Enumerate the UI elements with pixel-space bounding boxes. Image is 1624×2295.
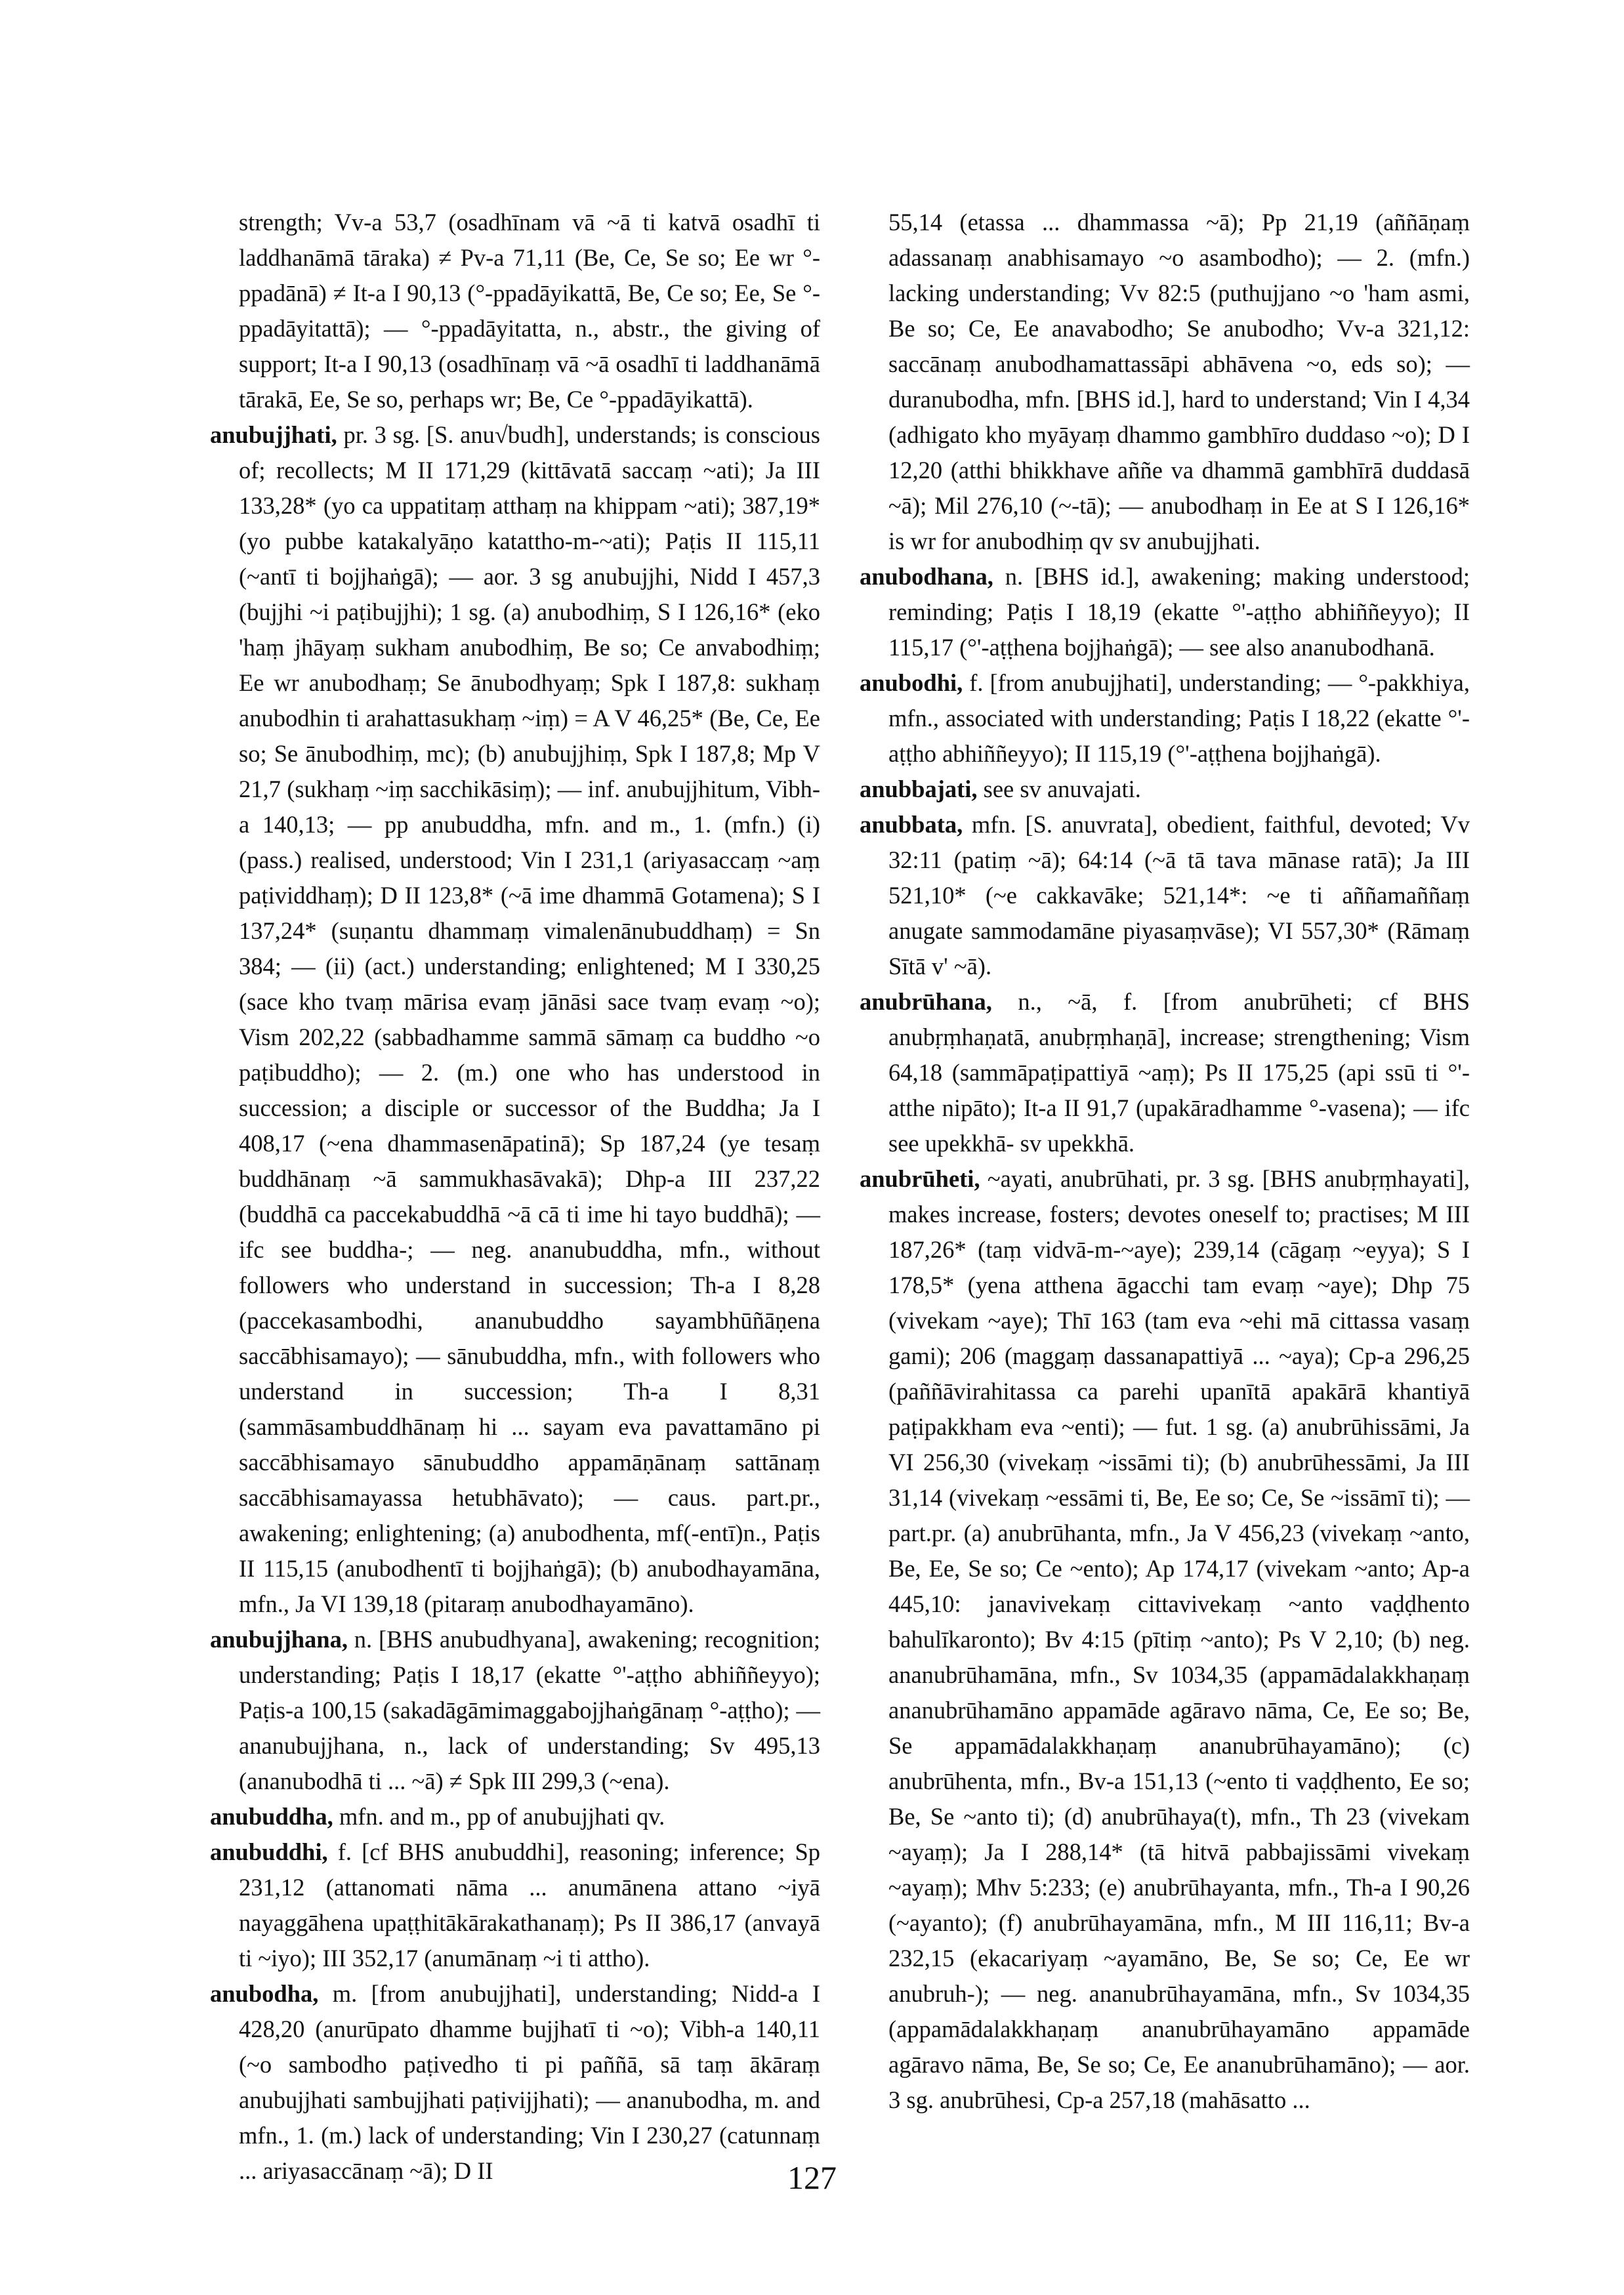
headword: anubrūheti, [860,1165,980,1192]
headword: anubodha, [210,1980,319,2007]
entry-text: pr. 3 sg. [S. anu√budh], understands; is conscious of; recollects; M II 171,29 (kittāvatā saccaṃ ~ati); Ja III 133,28* (yo ca uppatitaṃ atthaṃ na khippam ~ati); 387,19* (yo pubbe katakalyāṇo katattho-m-~ati); Paṭis II 115,11 (~antī ti bojjhaṅgā); — aor. 3 sg anubujjhi, Nidd I 457,3 (bujjhi ~i paṭibujjhi); 1 sg. (a) anubodhiṃ, S I 126,16* (eko 'haṃ jhāyaṃ sukham anubodhiṃ, Be so; Ce anvabodhiṃ; Ee wr anubodhaṃ; Se ānubodhyaṃ; Spk I 187,8: sukhaṃ anubodhin ti arahattasukhaṃ ~iṃ) = A V 46,25* (Be, Ce, Ee so; Se ānubodhiṃ, mc); (b) anubujjhiṃ, Spk I 187,8; Mp V 21,7 (sukhaṃ ~iṃ sacchikāsiṃ); — inf. anubujjhitum, Vibh-a 140,13; — pp anubuddha, mfn. and m., 1. (mfn.) (i) (pass.) realised, understood; Vin I 231,1 (ariyasaccaṃ ~aṃ paṭividdhaṃ); D II 123,8* (~ā ime dhammā Gotamena); S I 137,24* (suṇantu dhammaṃ vimalenānubuddhaṃ) = Sn 384; — (ii) (act.) understanding; enlightened; M I 330,25 (sace kho tvaṃ mārisa evaṃ jānāsi sace tvaṃ evaṃ ~o); Vism 202,22 (sabbadhamme sammā sāmaṃ ca buddho ~o paṭibuddho); — 2. (m.) one who has understood in succession; a disciple or successor of the Buddha; Ja I 408,17 (~ena dhammasenāpatinā); Sp 187,24 (ye tesaṃ buddhānaṃ ~ā sammukhasāvakā); Dhp-a III 237,22 (buddhā ca paccekabuddhā ~ā cā ti ime hi tayo buddhā); — ifc see buddha-; — neg. ananubuddha, mfn., without followers who understand in succession; Th-a I 8,28 (paccekasambodhi, ananubuddho sayambhūñāṇena saccābhisamayo); — sānubuddha, mfn., with followers who understand in succession; Th-a I 8,31 (sammāsambuddhānaṃ hi ... sayam eva pavattamāno pi saccābhisamayo sānubuddho appamāṇānaṃ sattānaṃ saccābhisamayassa hetubhāvato); — caus. part.pr., awakening; enlightening; (a) anubodhenta, mf(-entī)n., Paṭis II 115,15 (anubodhentī ti bojjhaṅgā); (b) anubodhayamāna, mfn., Ja VI 139,18 (pitaraṃ anubodhayamāno). [239,421,821,1617]
left-column [210,205,820,2189]
entry-text: n. [BHS id.], awakening; making understood; reminding; Paṭis I 18,19 (ekatte °'-aṭṭho abhiññeyyo); II 115,17 (°'-aṭṭhena bojjhaṅgā); — see also ananubodhanā. [888,563,1470,661]
entry-0 [860,205,1470,559]
headword: anubuddha, [210,1803,333,1830]
entry-anubuddha [210,1799,820,1834]
entry-anubruheti [860,1161,1470,2118]
headword: anubujjhana, [210,1626,348,1653]
entry-text: n., ~ā, f. [from anubrūheti; cf BHS anubṛṃhaṇatā, anubṛṃhaṇā], increase; strengthening; Vism 64,18 (sammāpaṭipattiyā ~aṃ); Ps II 175,25 (api ssū ti °'-atthe nipāto); It-a II 91,7 (upakāradhamme °-vasena); — ifc see upekkhā- sv upekkhā. [888,988,1470,1157]
headword: anubuddhi, [210,1838,328,1865]
entry-anubbajati [860,772,1470,807]
entry-text: mfn. [S. anuvrata], obedient, faithful, devoted; Vv 32:11 (patiṃ ~ā); 64:14 (~ā tā tava mānase ratā); Ja III 521,10* (~e cakkavāke; 521,14*: ~e ti aññamaññaṃ anugate sammodamāne piyasaṃvāse); VI 557,30* (Rāmaṃ Sītā v' ~ā). [888,811,1470,980]
entry-text: f. [from anubujjhati], understanding; — °-pakkhiya, mfn., associated with understanding; Paṭis I 18,22 (ekatte °'-aṭṭho abhiññeyyo); II 115,19 (°'-aṭṭhena bojjhaṅgā). [888,669,1470,767]
headword: anubodhi, [860,669,963,696]
entry-text: see sv anuvajati. [983,775,1141,802]
entry-anubujjhati [210,417,820,1622]
entry-anubruhana [860,984,1470,1161]
entry-text: ~ayati, anubrūhati, pr. 3 sg. [BHS anubṛṃhayati], makes increase, fosters; devotes oneself to; practises; M III 187,26* (taṃ vidvā-m-~aye); 239,14 (cāgaṃ ~eyya); S I 178,5* (yena atthena āgacchi tam evaṃ ~aye); Dhp 75 (vivekam ~aye); Thī 163 (tam eva ~ehi mā cittassa vasaṃ gami); 206 (maggaṃ dassanapattiyā ... ~aya); Cp-a 296,25 (paññāvirahitassa ca parehi upanītā apakārā khantiyā paṭipakkham eva ~enti); — fut. 1 sg. (a) anubrūhissāmi, Ja VI 256,30 (vivekaṃ ~issāmi ti); (b) anubrūhessāmi, Ja III 31,14 (vivekaṃ ~essāmi ti, Be, Ee so; Ce, Se ~issāmī ti); — part.pr. (a) anubrūhanta, mfn., Ja V 456,23 (vivekaṃ ~anto, Be, Ee, Se so; Ce ~ento); Ap 174,17 (vivekam ~anto; Ap-a 445,10: janavivekaṃ cittavivekaṃ ~anto vaḍḍhento bahulīkaronto); Bv 4:15 (pītiṃ ~anto); Ps V 2,10; (b) neg. ananubrūhamāna, mfn., Sv 1034,35 (appamādalakkhaṇaṃ ananubrūhamāno appamāde agāravo nāma, Ce, Ee so; Be, Se appamādalakkhaṇaṃ ananubrūhayamāno); (c) anubrūhenta, mfn., Bv-a 151,13 (~ento ti vaḍḍhento, Ee so; Be, Se ~anto ti); (d) anubrūhaya(t), mfn., Th 23 (vivekam ~ayaṃ); Ja I 288,14* (tā hitvā pabbajissāmi vivekaṃ ~ayaṃ); Mhv 5:233; (e) anubrūhayanta, mfn., Th-a I 90,26 (~ayanto); (f) anubrūhayamāna, mfn., M III 116,11; Bv-a 232,15 (ekacariyaṃ ~ayamāno, Be, Se so; Ce, Ee wr anubruh-); — neg. ananubrūhayamāna, mfn., Sv 1034,35 (appamādalakkhaṇaṃ ananubrūhayamāno appamāde agāravo nāma, Be, Se so; Ce, Ee ananubrūhamāno); — aor. 3 sg. anubrūhesi, Cp-a 257,18 (mahāsatto ... [888,1165,1470,2113]
entry-anubodhi [860,665,1470,772]
headword: anubbajati, [860,775,978,802]
entry-text: m. [from anubujjhati], understanding; Nidd-a I 428,20 (anurūpato dhamme bujjhatī ti ~o); Vibh-a 140,11 (~o sambodho paṭivedho ti pi paññā, sā taṃ ākāraṃ anubujjhati sambujjhati paṭivijjhati); — ananubodha, m. and mfn., 1. (m.) lack of understanding; Vin I 230,27 (catunnaṃ ... ariyasaccānaṃ ~ā); D II [239,1980,820,2184]
headword: anubujjhati, [210,421,337,448]
entry-text: strength; Vv-a 53,7 (osadhīnam vā ~ā ti katvā osadhī ti laddhanāmā tāraka) ≠ Pv-a 71,11 (Be, Ce, Se so; Ee wr °-ppadānā) ≠ It-a I 90,13 (°-ppadāyikattā, Be, Ce so; Ee, Se °-ppadāyitattā); — °-ppadāyitatta, n., abstr., the giving of support; It-a I 90,13 (osadhīnaṃ vā ~ā osadhī ti laddhanāmā tārakā, Ee, Se so, perhaps wr; Be, Ce °-ppadāyikattā). [239,209,820,413]
entry-0 [210,205,820,417]
entry-text: 55,14 (etassa ... dhammassa ~ā); Pp 21,19 (aññāṇaṃ adassanaṃ anabhisamayo ~o asambodho); — 2. (mfn.) lacking understanding; Vv 82:5 (puthujjano ~o 'ham asmi, Be so; Ce, Ee anavabodho; Se anubodho; Vv-a 321,12: saccānaṃ anubodhamattassāpi abhāvena ~o, eds so); — duranubodha, mfn. [BHS id.], hard to understand; Vin I 4,34 (adhigato kho myāyaṃ dhammo gambhīro duddaso ~o); D I 12,20 (atthi bhikkhave aññe va dhammā gambhīrā duddasā ~ā); Mil 276,10 (~-tā); — anubodhaṃ in Ee at S I 126,16* is wr for anubodhiṃ qv sv anubujjhati. [888,209,1470,554]
page-number: 127 [787,2159,837,2196]
entry-anubuddhi [210,1834,820,1976]
headword: anubrūhana, [860,988,992,1015]
entry-anubbata [860,807,1470,984]
entry-anubodhana [860,559,1470,665]
headword: anubodhana, [860,563,993,590]
entry-text: n. [BHS anubudhyana], awakening; recognition; understanding; Paṭis I 18,17 (ekatte °'-aṭṭho abhiññeyyo); Paṭis-a 100,15 (sakadāgāmimaggabojjhaṅgānaṃ °-aṭṭho); — ananubujjhana, n., lack of understanding; Sv 495,13 (ananubodhā ti ... ~ā) ≠ Spk III 299,3 (~ena). [239,1626,820,1794]
entry-text: f. [cf BHS anubuddhi], reasoning; inference; Sp 231,12 (attanomati nāma ... anumānena attano ~iyā nayaggāhena upaṭṭhitākārakathanaṃ); Ps II 386,17 (anvayā ti ~iyo); III 352,17 (anumānaṃ ~i ti attho). [239,1838,820,1972]
right-column [860,205,1470,2118]
entry-anubodha [210,1976,820,2189]
headword: anubbata, [860,811,963,838]
entry-anubujjhana [210,1622,820,1799]
entry-text: mfn. and m., pp of anubujjhati qv. [339,1803,665,1830]
